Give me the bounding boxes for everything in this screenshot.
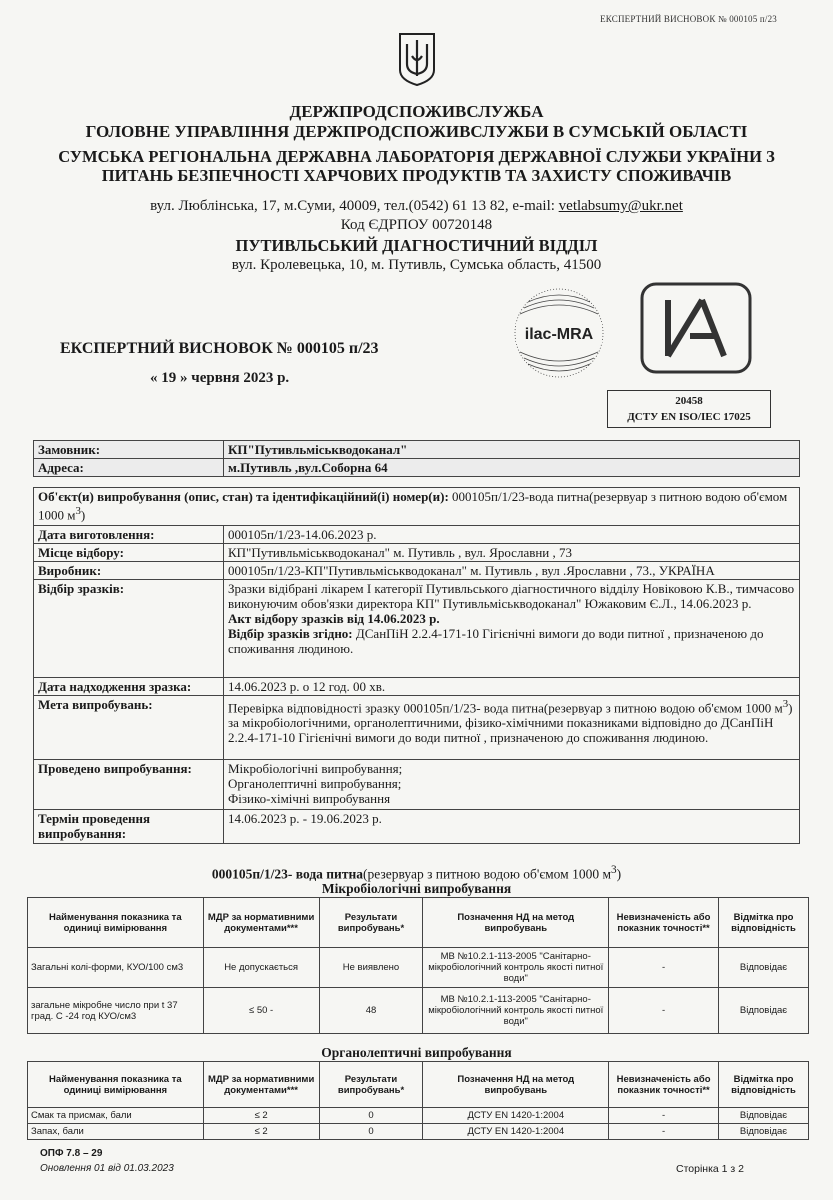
row-name: Загальні колі-форми, КУО/100 см3 (28, 948, 204, 988)
col-name: Найменування показника та одиниці вимірювання (28, 898, 204, 948)
micro-header-row (28, 898, 809, 948)
dept-title: ПУТИВЛЬСЬКИЙ ДІАГНОСТИЧНИЙ ВІДДІЛ (235, 236, 598, 255)
purpose-label: Мета випробувань: (34, 696, 224, 760)
sample-id: 000105п/1/23- (211, 866, 293, 882)
col-method: Позначення НД на метод випробувань (423, 1062, 609, 1108)
micro-row (28, 988, 809, 1034)
row-method: МВ №10.2.1-113-2005 "Санітарно-мікробіологічний контроль якості питної води" (423, 988, 609, 1034)
row-mdr: Не допускається (203, 948, 319, 988)
producer-label: Виробник: (34, 562, 224, 580)
col-uncertainty: Невизначеність або показник точності** (609, 1062, 719, 1108)
object-cell (34, 488, 800, 526)
micro-section-title: Мікробіологічні випробування (321, 881, 512, 896)
sampling-place-label: Місце відбору: (34, 544, 224, 562)
object-value-a: 000105п/1/23-вода питна(резервуар з питною водою об'ємом 1000 м (38, 489, 788, 523)
address-text: вул. Люблінська, 17, м.Суми, 40009, тел.(0542) 61 13 82, e-mail: (150, 198, 559, 214)
address-row (34, 459, 800, 477)
ilac-mra-text: ilac-MRA (524, 326, 594, 343)
accreditation-number: 20458 (675, 395, 703, 407)
micro-results-table (27, 897, 809, 1034)
sampling-place-value: КП"Путивльміськводоканал" м. Путивль , вул. Ярославни , 73 (224, 544, 800, 562)
doc-date-rest: червня 2023 р. (191, 370, 290, 386)
trident-emblem-icon (396, 30, 438, 88)
micro-row (28, 948, 809, 988)
row-name: загальне мікробне число при t 37 град. С -24 год КУО/см3 (28, 988, 204, 1034)
row-uncertainty: - (609, 988, 719, 1034)
sample-heading (0, 864, 833, 883)
row-name: Смак та присмак, бали (28, 1108, 204, 1124)
object-row (34, 488, 800, 526)
purpose-sup: 3 (782, 698, 789, 710)
dept-address: вул. Кролевецька, 10, м. Путивль, Сумська область, 41500 (231, 257, 602, 273)
email-link[interactable]: vetlabsumy@ukr.net (558, 198, 683, 214)
page-number: Сторінка 1 з 2 (676, 1163, 744, 1175)
term-value: 14.06.2023 р. - 19.06.2023 р. (224, 810, 800, 844)
sample-desc-c: ) (616, 866, 622, 882)
purpose-value-b: ) за мікробіологічними, органолептичними, фізико-хімічними показниками відповідно до ДСанПіН 2.2.4-171-10 Гігієнічні вимоги до води питної , призначеною до споживання людиною. (228, 700, 793, 746)
tests-item-micro: Мікробіологічні випробування; (228, 761, 403, 776)
producer-value: 000105п/1/23-КП"Путивльміськводоканал" м. Путивль , вул .Ярославни , 73., УКРАЇНА (224, 562, 800, 580)
edrpou-code: Код ЄДРПОУ 00720148 (340, 217, 493, 233)
row-mdr: ≤ 2 (203, 1108, 319, 1124)
tests-item-organoleptic: Органолептичні випробування; (228, 776, 402, 791)
sample-info-table (33, 487, 800, 844)
org-row (28, 1108, 809, 1124)
purpose-cell (224, 696, 800, 760)
doc-date-day: « 19 » (150, 370, 188, 386)
org-results-table (27, 1061, 809, 1140)
org-header-row (28, 1062, 809, 1108)
row-method: МВ №10.2.1-113-2005 "Санітарно-мікробіологічний контроль якості питної води" (423, 948, 609, 988)
row-method: ДСТУ EN 1420-1:2004 (423, 1108, 609, 1124)
object-sup: 3 (75, 505, 81, 517)
row-method: ДСТУ EN 1420-1:2004 (423, 1124, 609, 1140)
sampling-cell (224, 580, 800, 678)
col-uncertainty: Невизначеність або показник точності** (609, 898, 719, 948)
org-row (28, 1124, 809, 1140)
term-row (34, 810, 800, 844)
row-mark: Відповідає (719, 948, 809, 988)
term-label: Термін проведення випробування: (34, 810, 224, 844)
col-result: Результати випробувань* (319, 898, 423, 948)
accreditation-box (607, 390, 771, 428)
row-uncertainty: - (609, 1124, 719, 1140)
doc-title: ЕКСПЕРТНИЙ ВИСНОВОК № 000105 п/23 (60, 340, 379, 357)
sample-sup: 3 (611, 864, 617, 876)
row-result: 0 (319, 1124, 423, 1140)
tests-cell (224, 760, 800, 810)
lab-address (0, 197, 833, 215)
object-value-b: ) (80, 507, 86, 523)
tests-item-physchem: Фізико-хімічні випробування (228, 791, 391, 806)
sampling-row (34, 580, 800, 678)
manufacture-label: Дата виготовлення: (34, 526, 224, 544)
according-value: ДСанПіН 2.2.4-171-10 Гігієнічні вимоги до води питної , призначеною до споживання людиною. (228, 626, 764, 656)
col-method: Позначення НД на метод випробувань (423, 898, 609, 948)
col-mark: Відмітка про відповідність (719, 898, 809, 948)
lab-title-1: СУМСЬКА РЕГІОНАЛЬНА ДЕРЖАВНА ЛАБОРАТОРІЯ ДЕРЖАВНОЇ СЛУЖБИ УКРАЇНИ З (58, 147, 775, 166)
sampling-place-row (34, 544, 800, 562)
col-mdr: МДР за нормативними документами*** (203, 1062, 319, 1108)
form-code: ОПФ 7.8 – 29 (40, 1148, 103, 1159)
org-title-1: ДЕРЖПРОДСПОЖИВСЛУЖБА (289, 102, 544, 121)
customer-row (34, 441, 800, 459)
row-result: 48 (319, 988, 423, 1034)
manufacture-row (34, 526, 800, 544)
purpose-value-a: Перевірка відповідності зразку 000105п/1/23- вода питна(резервуар з питною водою об'ємом 1000 м (228, 700, 783, 716)
row-result: 0 (319, 1108, 423, 1124)
row-mdr: ≤ 2 (203, 1124, 319, 1140)
update-note: Оновлення 01 від 01.03.2023 (40, 1163, 174, 1174)
sampling-label: Відбір зразків: (34, 580, 224, 678)
row-uncertainty: - (609, 1108, 719, 1124)
tests-row (34, 760, 800, 810)
row-name: Запах, бали (28, 1124, 204, 1140)
according-label: Відбір зразків згідно: (228, 626, 353, 641)
customer-value: КП"Путивльміськводоканал" (224, 441, 800, 459)
row-mdr: ≤ 50 - (203, 988, 319, 1034)
top-right-doc-number: ЕКСПЕРТНИЙ ВИСНОВОК № 000105 п/23 (600, 14, 777, 24)
producer-row (34, 562, 800, 580)
doc-date (150, 370, 289, 387)
sample-desc-b: (резервуар з питною водою об'ємом 1000 м (363, 866, 612, 882)
row-result: Не виявлено (319, 948, 423, 988)
org-title-2: ГОЛОВНЕ УПРАВЛІННЯ ДЕРЖПРОДСПОЖИВСЛУЖБИ В СУМСЬКІЙ ОБЛАСТІ (85, 122, 748, 141)
lab-title-2: ПИТАНЬ БЕЗПЕЧНОСТІ ХАРЧОВИХ ПРОДУКТІВ ТА ЗАХИСТУ СПОЖИВАЧІВ (101, 166, 732, 185)
customer-label: Замовник: (34, 441, 224, 459)
client-table (33, 440, 800, 477)
col-mdr: МДР за нормативними документами*** (203, 898, 319, 948)
col-result: Результати випробувань* (319, 1062, 423, 1108)
col-mark: Відмітка про відповідність (719, 1062, 809, 1108)
row-mark: Відповідає (719, 1108, 809, 1124)
row-uncertainty: - (609, 948, 719, 988)
purpose-row (34, 696, 800, 760)
col-name: Найменування показника та одиниці вимірювання (28, 1062, 204, 1108)
act-value: від 14.06.2023 р. (343, 611, 440, 626)
row-mark: Відповідає (719, 988, 809, 1034)
arrival-row (34, 678, 800, 696)
row-mark: Відповідає (719, 1124, 809, 1140)
arrival-value: 14.06.2023 р. о 12 год. 00 хв. (224, 678, 800, 696)
act-label: Акт відбору зразків (228, 611, 344, 626)
object-label: Об'єкт(и) випробування (опис, стан) та ідентифікаційний(і) номер(и): (38, 489, 453, 504)
sampling-value: Зразки відібрані лікарем І категорії Путивльського діагностичного відділу Новіковою К.В., тимчасово виконуючим обов'язки директора КП" Путивльміськводоканал" Южаковим Є.Л., 14.06.2023 р. (228, 581, 795, 611)
accreditation-standard: ДСТУ EN ISO/IEC 17025 (627, 411, 751, 423)
org-section-title: Органолептичні випробування (321, 1045, 512, 1060)
arrival-label: Дата надходження зразка: (34, 678, 224, 696)
ilac-mra-logo-icon (508, 282, 610, 384)
tests-label: Проведено випробування: (34, 760, 224, 810)
address-value: м.Путивль ,вул.Соборна 64 (224, 459, 800, 477)
sample-desc-a: вода питна (292, 866, 363, 882)
accreditation-logo-icon (640, 282, 752, 374)
manufacture-value: 000105п/1/23-14.06.2023 р. (224, 526, 800, 544)
address-label: Адреса: (34, 459, 224, 477)
